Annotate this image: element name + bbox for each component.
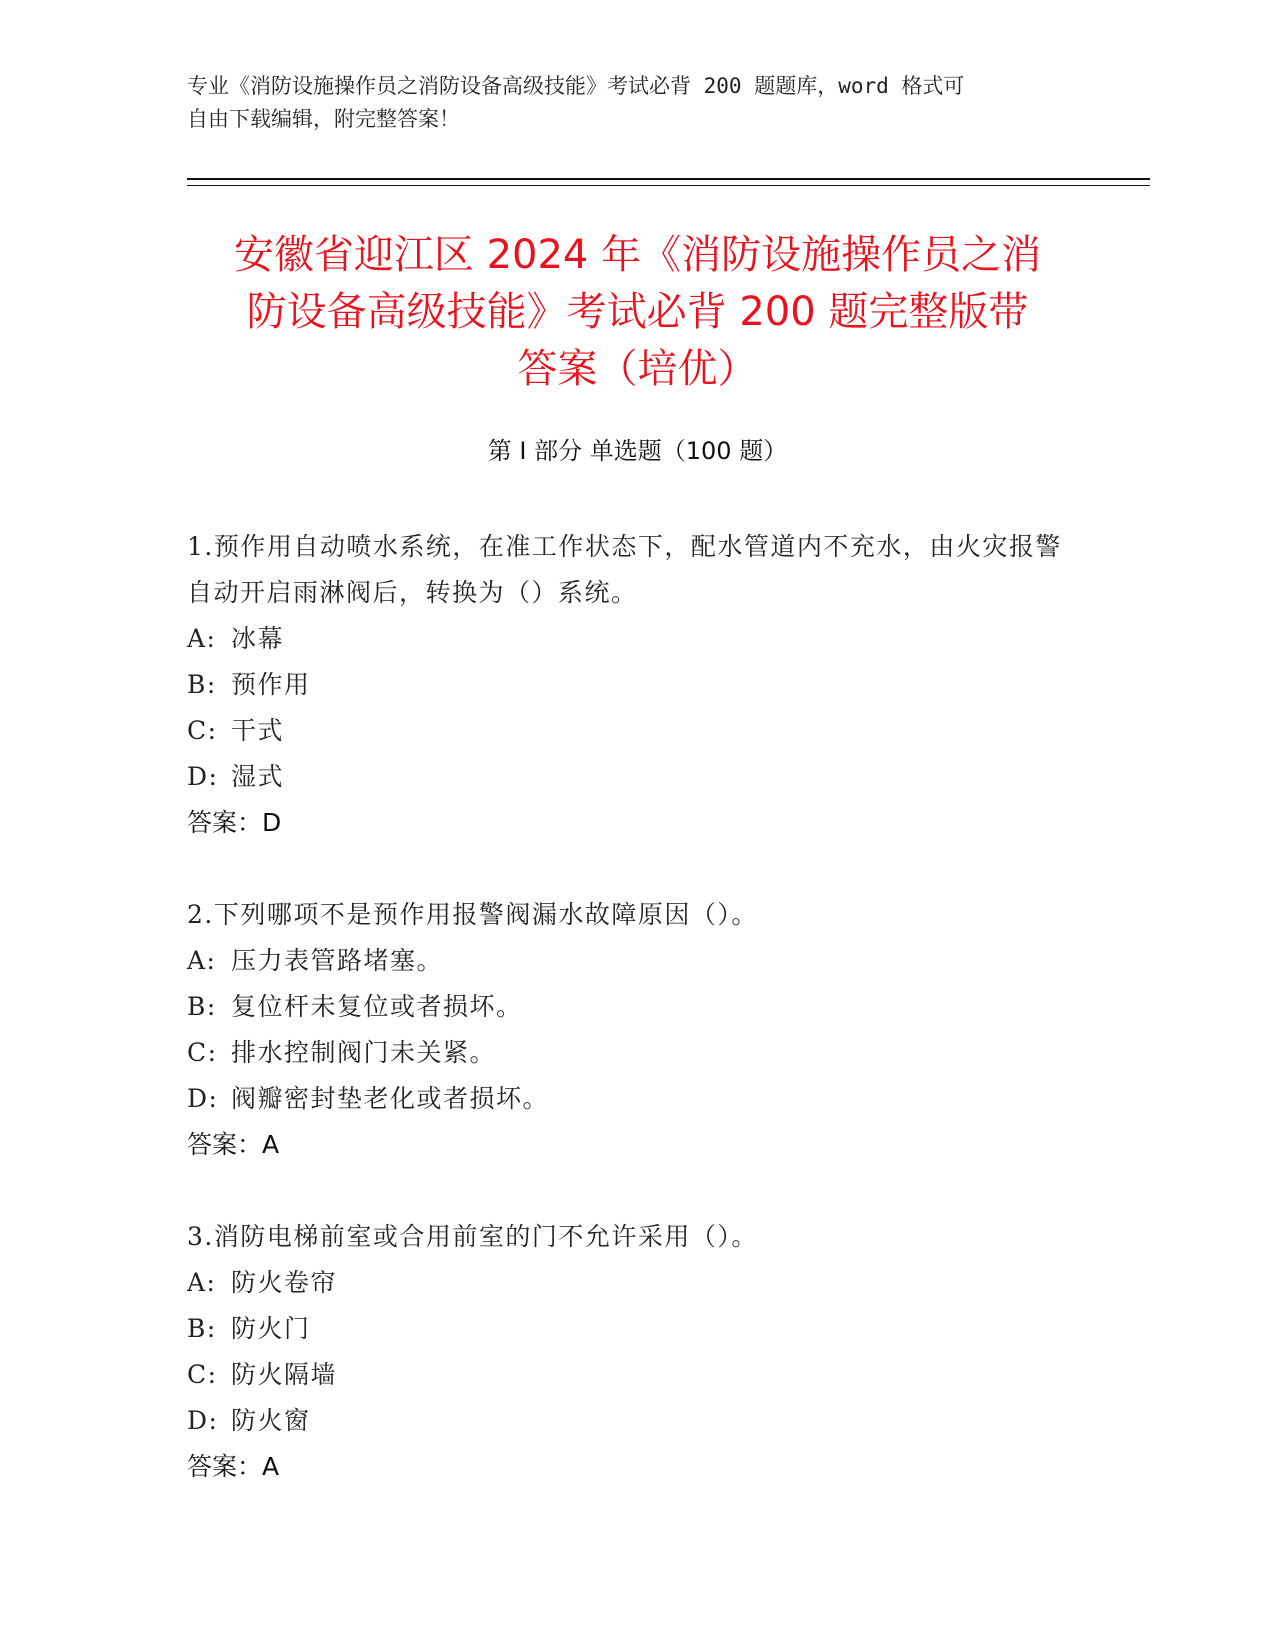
question-stem: 3.消防电梯前室或合用前室的门不允许采用（）。	[187, 1222, 758, 1251]
header-line-2: 自由下载编辑，附完整答案！	[187, 107, 460, 131]
option-letter: B:	[187, 670, 217, 699]
option-letter: D:	[187, 1084, 219, 1113]
option-letter: B:	[187, 1314, 217, 1343]
option-text: 冰幕	[231, 624, 285, 653]
option-text: 阀瓣密封垫老化或者损坏。	[231, 1084, 550, 1113]
document-header	[187, 70, 1087, 136]
option-d	[187, 1398, 1067, 1444]
title-line-1: 安徽省迎江区 2024 年《消防设施操作员之消	[233, 232, 1042, 278]
title-line-3: 答案（培优）	[517, 346, 758, 392]
header-divider-thin	[187, 185, 1150, 186]
document-title	[150, 227, 1125, 398]
option-text: 干式	[231, 716, 285, 745]
option-letter: C:	[187, 716, 218, 745]
option-letter: A:	[187, 1268, 217, 1297]
option-text: 复位杆未复位或者损坏。	[231, 992, 523, 1021]
option-a	[187, 1260, 1067, 1306]
header-line-1: 专业《消防设施操作员之消防设备高级技能》考试必背 200 题题库，word 格式可	[187, 74, 965, 98]
option-text: 预作用	[231, 670, 311, 699]
option-letter: B:	[187, 992, 217, 1021]
section-heading: 第 I 部分 单选题（100 题）	[487, 437, 788, 465]
option-text: 排水控制阀门未关紧。	[231, 1038, 497, 1067]
option-letter: C:	[187, 1360, 218, 1389]
option-text: 防火隔墙	[231, 1360, 338, 1389]
option-text: 防火门	[231, 1314, 311, 1343]
option-text: 防火窗	[231, 1406, 311, 1435]
option-text: 湿式	[231, 762, 285, 791]
question-list	[187, 524, 1067, 1536]
question-1	[187, 524, 1067, 846]
option-text: 防火卷帘	[231, 1268, 338, 1297]
option-b	[187, 1306, 1067, 1352]
answer-line: 答案：A	[187, 1130, 280, 1159]
option-letter: A:	[187, 946, 217, 975]
option-d	[187, 754, 1067, 800]
option-b	[187, 662, 1067, 708]
option-text: 压力表管路堵塞。	[231, 946, 444, 975]
option-a	[187, 616, 1067, 662]
option-a	[187, 938, 1067, 984]
option-letter: D:	[187, 1406, 219, 1435]
option-letter: C:	[187, 1038, 218, 1067]
option-c	[187, 708, 1067, 754]
question-3	[187, 1214, 1067, 1490]
answer-line: 答案：D	[187, 808, 282, 837]
option-d	[187, 1076, 1067, 1122]
option-b	[187, 984, 1067, 1030]
answer-line: 答案：A	[187, 1452, 280, 1481]
question-2	[187, 892, 1067, 1168]
title-line-2: 防设备高级技能》考试必背 200 题完整版带	[246, 289, 1029, 335]
option-c	[187, 1352, 1067, 1398]
option-c	[187, 1030, 1067, 1076]
option-letter: A:	[187, 624, 217, 653]
option-letter: D:	[187, 762, 219, 791]
header-divider-thick	[187, 178, 1150, 180]
question-stem: 1.预作用自动喷水系统，在准工作状态下，配水管道内不充水，由火灾报警自动开启雨淋阀后，转换为（）系统。	[187, 532, 1062, 607]
question-stem: 2.下列哪项不是预作用报警阀漏水故障原因（）。	[187, 900, 758, 929]
